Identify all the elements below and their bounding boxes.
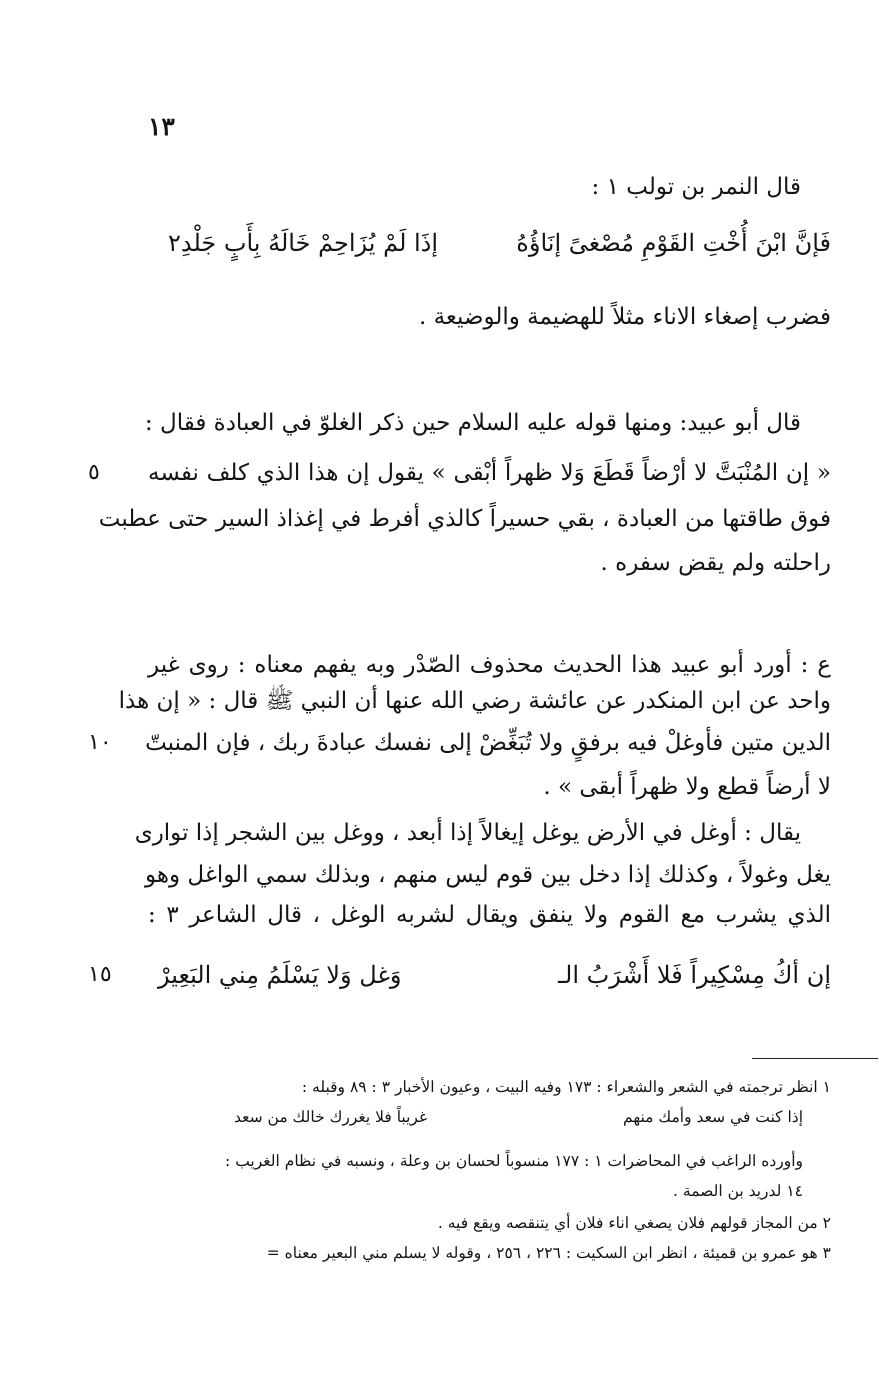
paragraph-line: فوق طاقتها من العبادة ، بقي حسيراً كالذي أفرط في إغذاذ السير حتى عطبت [98, 506, 831, 532]
paragraph-line: ع : أورد أبو عبيد هذا الحديث محذوف الصّدْر وبه يفهم معناه : روى غير [148, 652, 831, 678]
paragraph-line: لا أرضاً قطع ولا ظهراً أبقى » . [543, 774, 831, 800]
line-number-5: ٥ [88, 460, 100, 485]
paragraph-line: قال أبو عبيد: ومنها قوله عليه السلام حين ذكر الغلوّ في العبادة فقال : [144, 410, 801, 436]
paragraph-line: راحلته ولم يقض سفره . [600, 550, 831, 576]
paragraph-line: « إن المُنْبَتَّ لا أرْضاً قَطَعَ وَلا ظهراً أبْقى » يقول إن هذا الذي كلف نفسه [148, 460, 831, 486]
verse1-first-hemistich: فَإنَّ ابْنَ أُخْتِ القَوْمِ مُصْغىً إنَاؤُهُ [516, 229, 831, 257]
paragraph-line: واحد عن ابن المنكدر عن عائشة رضي الله عنها أن النبي ﷺ قال : « إن هذا [118, 688, 831, 714]
footnote-1-verse-second: غريباً فلا يغررك خالك من سعد [234, 1108, 428, 1126]
intro-line: قال النمر بن تولب ١ : [591, 174, 801, 200]
paragraph-line: الذي يشرب مع القوم ولا ينفق ويقال لشربه الوغل ، قال الشاعر ٣ : [148, 902, 832, 928]
verse1-second-hemistich: إذَا لَمْ يُزَاحِمْ خَالَهُ بِأَبٍ جَلْدِ٢ [168, 229, 439, 257]
footnote-1-continuation: وأورده الراغب في المحاضرات ١ : ١٧٧ منسوباً لحسان بن وعلة ، ونسبه في نظام الغريب : [225, 1152, 803, 1170]
paragraph-line: يغل وغولاً ، وكذلك إذا دخل بين قوم ليس منهم ، وبذلك سمي الواغل وهو [144, 862, 831, 888]
footnote-3: ٣ هو عمرو بن قميئة ، انظر ابن السكيت : ٢٢٦ ، ٢٥٦ ، وقوله لا يسلم مني البعير معناه = [266, 1244, 831, 1262]
footnote-rule [752, 1058, 878, 1059]
footnote-2: ٢ من المجاز قولهم فلان يصغي اناء فلان أي يتنقصه ويقع فيه . [437, 1214, 831, 1232]
verse2-first-hemistich: إن أكُ مِسْكِيراً فَلا أَشْرَبُ الـ [558, 961, 831, 989]
footnote-1-continuation: ١٤ لدريد بن الصمة . [673, 1182, 803, 1200]
footnote-1: ١ انظر ترجمته في الشعر والشعراء : ١٧٣ وفيه البيت ، وعيون الأخبار ٣ : ٨٩ وقبله : [301, 1078, 831, 1096]
verse2-second-hemistich: وَغل وَلا يَسْلَمُ مِني البَعِيرْ [158, 961, 402, 989]
paragraph-line: فضرب إصغاء الاناء مثلاً للهضيمة والوضيعة . [418, 304, 831, 330]
paragraph-line: الدين متين فأوغلْ فيه برفقٍ ولا تُبَغِّضْ إلى نفسك عبادةَ ربك ، فإن المنبتّ [145, 730, 831, 756]
footnote-1-verse-first: إذا كنت في سعد وأمك منهم [623, 1108, 803, 1126]
paragraph-line: يقال : أوغل في الأرض يوغل إيغالاً إذا أبعد ، ووغل بين الشجر إذا توارى [134, 820, 801, 846]
line-number-15: ١٥ [88, 962, 112, 987]
page-number: ١٣ [148, 112, 175, 141]
line-number-10: ١٠ [88, 730, 112, 755]
